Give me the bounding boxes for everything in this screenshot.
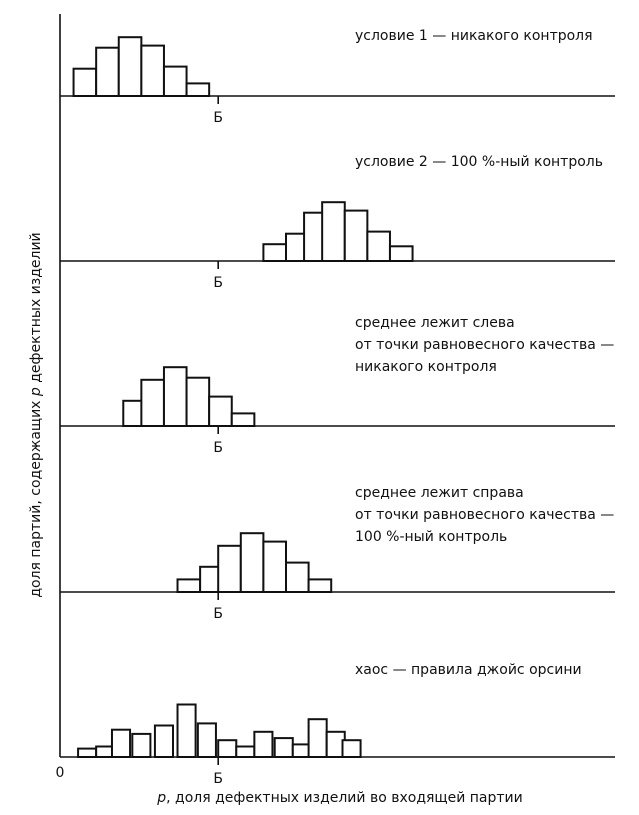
histogram-bar xyxy=(209,397,232,426)
histogram-bar xyxy=(309,579,332,592)
panel-title-line: никакого контроля xyxy=(355,359,497,375)
panel-title-line: среднее лежит слева xyxy=(355,315,515,331)
x-axis-label-variable: p xyxy=(157,790,167,806)
histogram-bar xyxy=(236,747,254,758)
y-axis-label-prefix: доля партий, содержащих xyxy=(28,396,44,598)
histogram-bar xyxy=(241,533,264,592)
histogram-bar xyxy=(263,244,286,261)
histogram-bar xyxy=(309,719,327,757)
histogram-bar xyxy=(218,546,241,592)
balance-point-tick-label: Б xyxy=(213,440,224,456)
histogram-bar xyxy=(254,732,272,757)
histogram-bar xyxy=(187,83,210,96)
histogram-bar xyxy=(132,734,150,757)
histogram-bar xyxy=(74,69,97,96)
histogram-bar xyxy=(286,563,309,592)
histogram-panel xyxy=(60,485,615,622)
x-axis-label xyxy=(156,790,523,806)
histogram-bar xyxy=(141,380,164,426)
histogram-bar xyxy=(112,730,130,757)
balance-point-tick-label: Б xyxy=(213,110,224,126)
histogram-bar xyxy=(141,46,164,96)
histogram-bar xyxy=(367,232,390,261)
histogram-panel xyxy=(60,662,615,787)
histogram-bar xyxy=(187,378,210,426)
balance-point-tick-label: Б xyxy=(213,606,224,622)
panel-title-line: среднее лежит справа xyxy=(355,485,524,501)
histogram-bar xyxy=(164,67,187,96)
histogram-panel xyxy=(60,28,615,126)
balance-point-tick-label: Б xyxy=(213,771,224,787)
panel-title-line: хаос — правила джойс орсини xyxy=(355,662,582,678)
panel-title-line: 100 %-ный контроль xyxy=(355,529,508,545)
histogram-bar xyxy=(218,740,236,757)
histogram-panel xyxy=(60,154,615,291)
panel-title-line: условие 1 — никакого контроля xyxy=(355,28,593,44)
histogram-bar xyxy=(178,579,201,592)
x-axis-origin-label: 0 xyxy=(55,765,65,781)
histogram-bar xyxy=(232,413,255,426)
histogram-bar xyxy=(275,738,293,757)
y-axis-label-variable: p xyxy=(28,387,44,397)
y-axis-label-rest: дефектных изделий xyxy=(28,232,44,388)
histogram-bar xyxy=(198,723,216,757)
histogram-bar xyxy=(322,202,345,261)
panels-group xyxy=(60,28,615,787)
histogram-bar xyxy=(78,749,96,757)
panel-title-line: условие 2 — 100 %-ный контроль xyxy=(355,154,603,170)
panel-title-line: от точки равновесного качества — xyxy=(355,507,615,523)
histogram-bar xyxy=(345,211,368,261)
histogram-bar xyxy=(343,740,361,757)
y-axis-label xyxy=(28,232,44,597)
histogram-bar xyxy=(119,37,142,96)
balance-point-tick-label: Б xyxy=(213,275,224,291)
histogram-bar xyxy=(155,726,173,758)
histogram-bar xyxy=(263,542,286,592)
histogram-panel xyxy=(60,315,615,456)
histogram-bar xyxy=(164,367,187,426)
histogram-bar xyxy=(96,48,119,96)
x-axis-label-rest: , доля дефектных изделий во входящей партии xyxy=(166,790,523,806)
histogram-bar xyxy=(178,705,196,758)
histogram-bar xyxy=(390,246,413,261)
panel-title-line: от точки равновесного качества — xyxy=(355,337,615,353)
